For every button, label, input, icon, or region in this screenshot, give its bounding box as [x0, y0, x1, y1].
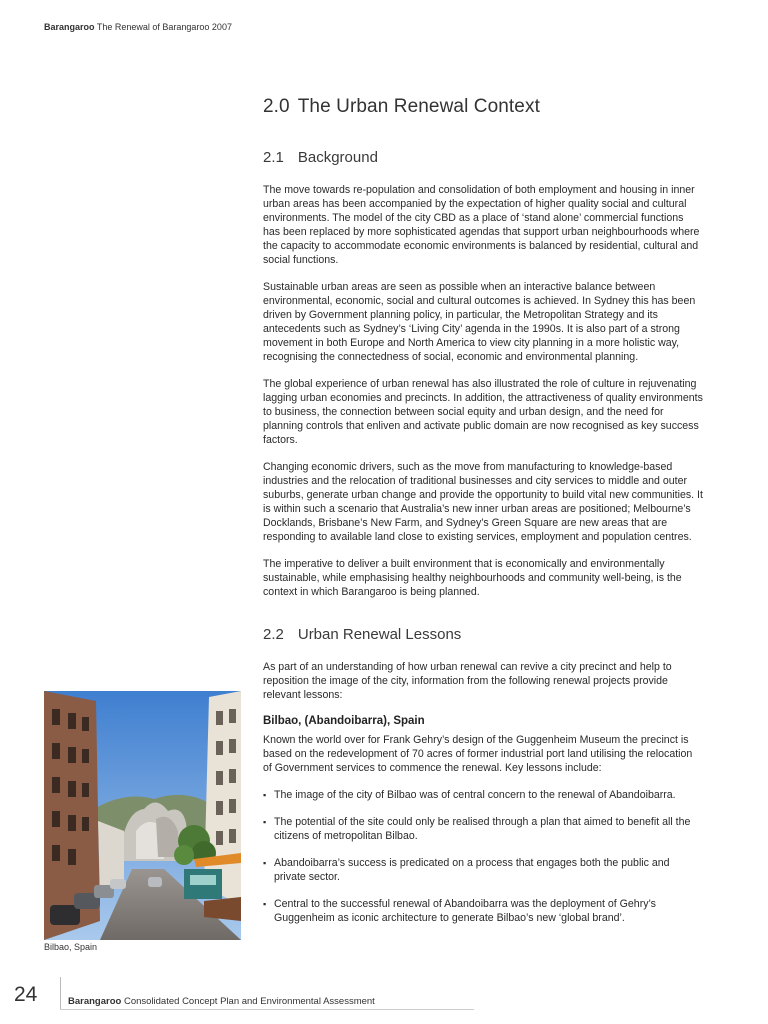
footer-title: Consolidated Concept Plan and Environmental Assessment	[123, 996, 375, 1007]
paragraph: Changing economic drivers, such as the move from manufacturing to knowledge-based industries and the relocation of traditional businesses and city services to middle and outer suburbs, generate urban change and provide the opportunity to build vital new communities. It is within such a scenario that Australia’s new inner urban areas are positioned; Melbourne’s Docklands, Brisbane’s New Farm, and Sydney’s Green Square are new areas that are responding to available land close to existing services, employment and population centres.	[263, 461, 703, 543]
footer-brand: Barangaroo	[68, 996, 122, 1007]
list-item: ▪ The image of the city of Bilbao was of central concern to the renewal of Abandoibarra.	[263, 788, 703, 802]
list-item: ▪ The potential of the site could only be realised through a plan that aimed to benefit all the citizens of metropolitan Bilbao.	[263, 815, 703, 843]
list-item: ▪ Central to the successful renewal of Abandoibarra was the deployment of Gehry’s Guggenheim as iconic architecture to generate Bilbao’s new ‘global brand’.	[263, 897, 703, 925]
footer-divider-vertical	[60, 977, 61, 1009]
list-item: ▪ Abandoibarra’s success is predicated on a process that engages both the public and private sector.	[263, 856, 703, 884]
paragraph: The imperative to deliver a built environment that is economically and environmentally sustainable, while emphasising healthy neighbourhoods and community well-being, is the context in which Barangaroo is being planned.	[263, 558, 682, 598]
case-study-text: Known the world over for Frank Gehry’s design of the Guggenheim Museum the precinct is based on the redevelopment of 70 acres of former industrial port land utilising the relocation of Government services to commence the renewal. Key lessons include:	[263, 734, 693, 774]
paragraph: The move towards re-population and consolidation of both employment and housing in inner urban areas has been accompanied by the expectation of higher quality social and cultural environments. The model of the city CBD as a place of ‘stand alone’ commercial functions has been replaced by more sophisticated agendas that support urban neighbourhoods where the capacity to accommodate economic environments is balanced by residential, cultural and social functions.	[263, 184, 700, 266]
lessons-intro: As part of an understanding of how urban renewal can revive a city precinct and help to reposition the image of the city, information from the following renewal projects provide relevant lessons:	[263, 661, 672, 701]
footer-divider	[60, 1009, 474, 1010]
lessons-list	[263, 788, 703, 925]
paragraph: Sustainable urban areas are seen as possible when an interactive balance between environmental, economic, social and cultural outcomes is achieved. In Sydney this has been driven by Government planning policy, in particular, the Metropolitan Strategy and its antecedents such as Sydney’s ‘Living City’ agenda in the 1990s. It is also part of a strong movement in both Europe and North America to view city planning in a more holistic way, recognising the connectedness of social, economic and environmental planning.	[263, 281, 696, 363]
section-title: The Urban Renewal Context	[297, 96, 540, 117]
section-number: 2.0	[263, 96, 290, 117]
photo-caption: Bilbao, Spain	[44, 942, 98, 952]
case-study-title: Bilbao, (Abandoibarra), Spain	[263, 715, 425, 727]
lessons-number: 2.2	[263, 626, 284, 643]
section-heading	[263, 96, 703, 118]
background-number: 2.1	[263, 149, 284, 166]
lessons-heading	[263, 626, 703, 643]
header-title: The Renewal of Barangaroo 2007	[96, 22, 232, 32]
background-title: Background	[297, 149, 378, 166]
lessons-title: Urban Renewal Lessons	[297, 626, 462, 643]
main-content	[263, 96, 703, 938]
header-brand: Barangaroo	[44, 22, 95, 32]
running-header	[44, 22, 232, 32]
paragraph: The global experience of urban renewal has also illustrated the role of culture in rejuvenating lagging urban economies and precincts. In addition, the attractiveness of quality environments to business, the connection between social equity and urban design, and the need for planning controls that enliven and activate public domain are now recognised as key success factors.	[263, 378, 703, 446]
page-number: 24	[14, 983, 38, 1006]
footer-text	[68, 996, 375, 1007]
bilbao-photo	[44, 691, 241, 940]
background-heading	[263, 149, 703, 166]
